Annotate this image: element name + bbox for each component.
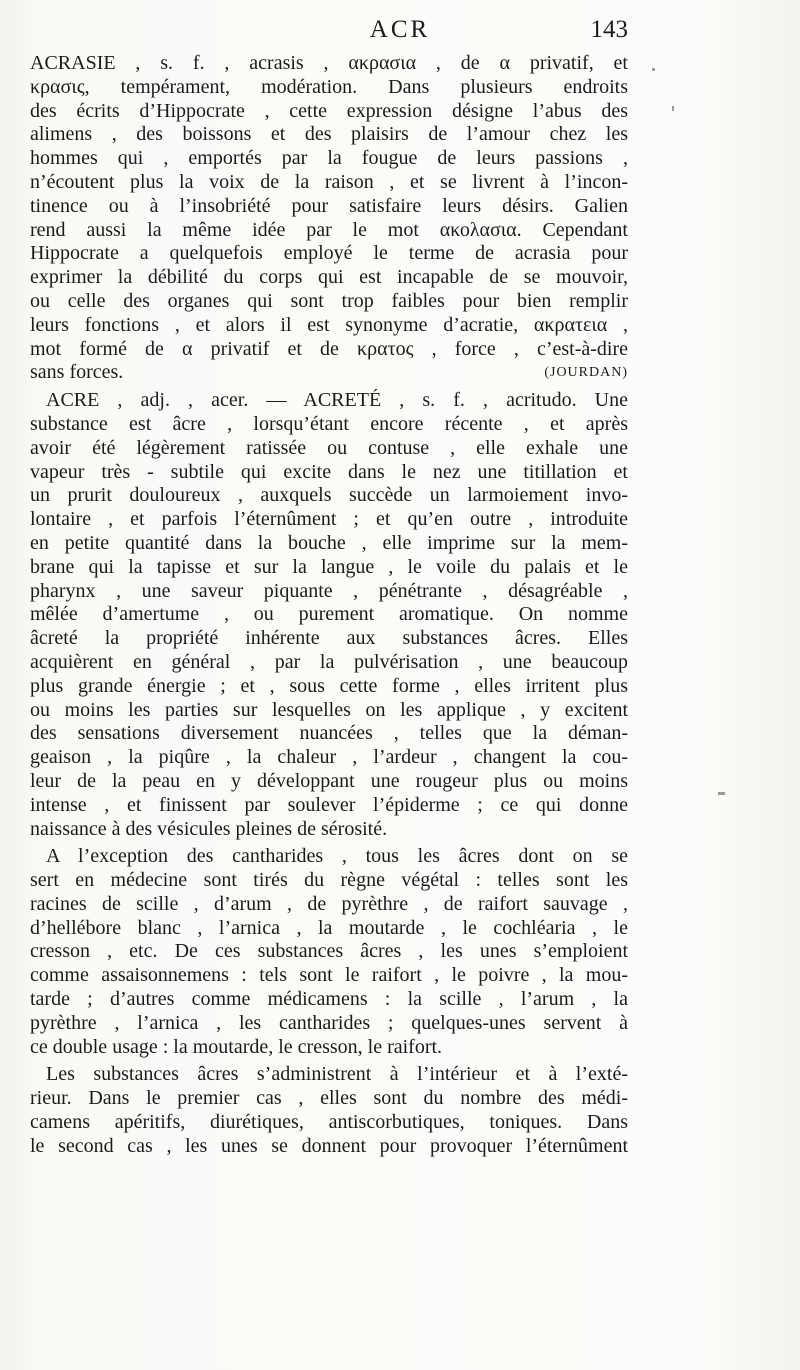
paragraph-exception	[30, 845, 628, 1059]
text-line-end: sans forces.	[30, 361, 124, 384]
text-line: des sensations diversement nuancées , telles que la déman-	[30, 722, 628, 745]
running-head-word: ACR	[369, 16, 431, 43]
text-line: ACRASIE , s. f. , acrasis , ακρασια , de α privatif, et	[30, 52, 628, 74]
text-line: pyrèthre , l’arnica , les cantharides ; quelques-unes servent à	[30, 1011, 628, 1034]
text-line: alimens , des boissons et des plaisirs de l’amour chez les	[30, 123, 628, 146]
author-signature: (JOURDAN)	[544, 365, 628, 381]
text-line: avoir été légèrement ratissée ou contuse , elle exhale une	[30, 436, 628, 459]
dictionary-body	[30, 52, 628, 1163]
text-line: tinence ou à l’insobriété pour satisfaire leurs désirs. Galien	[30, 194, 628, 217]
paper-speck	[718, 792, 725, 795]
text-line: rend aussi la même idée par le mot ακολασια. Cependant	[30, 218, 628, 241]
text-line: intense , et finissent par soulever l’épiderme ; ce qui donne	[30, 793, 628, 816]
entry-closing-line	[30, 361, 628, 385]
text-line: A l’exception des cantharides , tous les âcres dont on se	[46, 845, 628, 868]
text-line: n’écoutent plus la voix de la raison , et se livrent à l’incon-	[30, 170, 628, 193]
text-line: d’hellébore blanc , l’arnica , la moutarde , le cochléaria , le	[30, 916, 628, 939]
text-line: Les substances âcres s’administrent à l’intérieur et à l’exté-	[46, 1063, 628, 1086]
text-line: plus grande énergie ; et , sous cette forme , elles irritent plus	[30, 674, 628, 697]
text-line: exprimer la débilité du corps qui est incapable de se mouvoir,	[30, 266, 628, 289]
text-line: leur de la peau en y développant une rougeur plus ou moins	[30, 769, 628, 792]
text-line: geaison , la piqûre , la chaleur , l’ardeur , changent la cou-	[30, 746, 628, 769]
text-line: mot formé de α privatif et de κρατος , force , c’est-à-dire	[30, 337, 628, 360]
text-line: âcreté la propriété inhérente aux substances âcres. Elles	[30, 627, 628, 650]
text-line: ce double usage : la moutarde, le cresson, le raifort.	[30, 1035, 443, 1058]
text-line: Hippocrate a quelquefois employé le terme de acrasia pour	[30, 242, 628, 265]
running-head	[0, 14, 800, 50]
text-line: un prurit douloureux , auxquels succède un larmoiement invo-	[30, 484, 628, 507]
page-number: 143	[590, 16, 628, 43]
text-line: des écrits d’Hippocrate , cette expression désigne l’abus des	[30, 99, 628, 122]
text-line: hommes qui , emportés par la fougue de leurs passions ,	[30, 147, 628, 170]
entry-acrasie	[30, 52, 628, 385]
text-line: ou celle des organes qui sont trop faibles pour bien remplir	[30, 289, 628, 312]
entry-acre	[30, 389, 628, 841]
text-line: substance est âcre , lorsqu’étant encore récente , et après	[30, 412, 628, 435]
text-line: κρασις, tempérament, modération. Dans plusieurs endroits	[30, 75, 628, 98]
text-line: pharynx , une saveur piquante , pénétrante , désagréable ,	[30, 579, 628, 602]
text-line: brane qui la tapisse et sur la langue , le voile du palais et le	[30, 555, 628, 578]
paper-speck	[652, 68, 655, 71]
text-line: tarde ; d’autres comme médicamens : la scille , l’arum , la	[30, 988, 628, 1011]
text-line: camens apéritifs, diurétiques, antiscorbutiques, toniques. Dans	[30, 1111, 628, 1134]
text-line: ACRE , adj. , acer. — ACRETÉ , s. f. , acritudo. Une	[46, 389, 628, 412]
text-line: rieur. Dans le premier cas , elles sont du nombre des médi-	[30, 1087, 628, 1110]
text-line: ou moins les parties sur lesquelles on les applique , y excitent	[30, 698, 628, 721]
text-line: sert en médecine sont tirés du règne végétal : telles sont les	[30, 869, 628, 892]
text-line: leurs fonctions , et alors il est synonyme d’acratie, ακρατεια ,	[30, 313, 628, 336]
text-line: cresson , etc. De ces substances âcres , les unes s’emploient	[30, 940, 628, 963]
text-line: lontaire , et parfois l’éternûment ; et qu’en outre , introduite	[30, 508, 628, 531]
paragraph-administration	[30, 1063, 628, 1158]
text-line: en petite quantité dans la bouche , elle imprime sur la mem-	[30, 531, 628, 554]
text-line: acquièrent en général , par la pulvérisation , une beaucoup	[30, 650, 628, 673]
text-line: comme assaisonnemens : tels sont le raifort , le poivre , la mou-	[30, 964, 628, 987]
text-line: le second cas , les unes se donnent pour provoquer l’éternûment	[30, 1134, 628, 1157]
paper-speck	[672, 106, 674, 111]
text-line: vapeur très - subtile qui excite dans le nez une titillation et	[30, 460, 628, 483]
text-line: racines de scille , d’arum , de pyrèthre , de raifort sauvage ,	[30, 892, 628, 915]
text-line: naissance à des vésicules pleines de sérosité.	[30, 817, 388, 840]
text-line: mêlée d’amertume , ou purement aromatique. On nomme	[30, 603, 628, 626]
